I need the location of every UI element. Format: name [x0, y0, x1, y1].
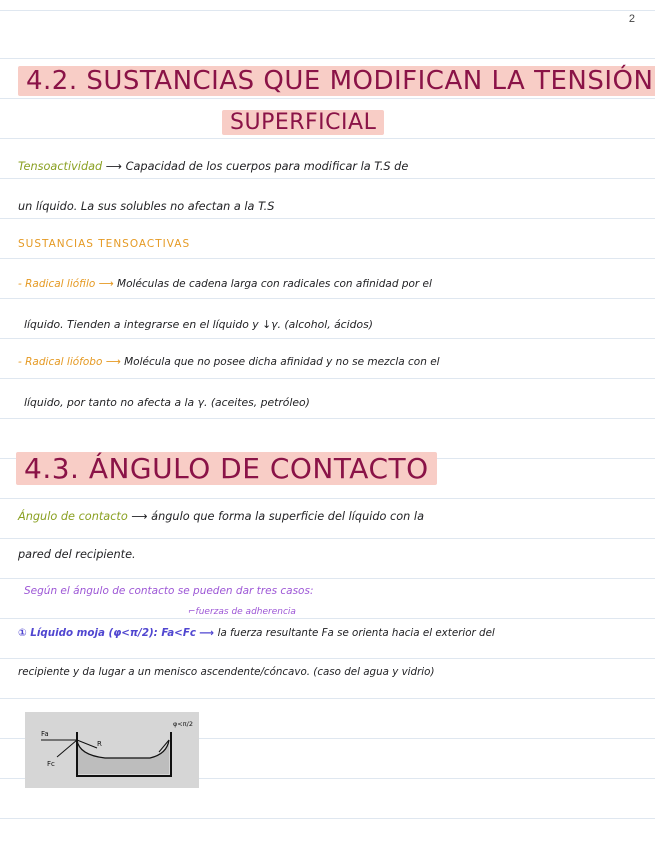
arrow-right-icon: ⟶ — [105, 160, 126, 173]
case1-definition-1: la fuerza resultante Fa se orienta hacia el exterior del — [217, 627, 495, 639]
tensoactividad-term: Tensoactividad — [18, 160, 103, 173]
lyophilic-definition-1: Moléculas de cadena larga con radicales con afinidad por el — [117, 278, 432, 290]
lyophobic-definition-1: Molécula que no posee dicha afinidad y no se mezcla con el — [124, 356, 440, 368]
section-title-4-2-line2: SUPERFICIAL — [222, 110, 384, 135]
case1-definition-2: recipiente y da lugar a un menisco ascendente/cóncavo. (caso del agua y vidrio) — [18, 666, 435, 678]
arrow-right-icon: ⟶ — [98, 278, 118, 290]
tensoactividad-definition-2: un líquido. La sus solubles no afectan a la T.S — [18, 200, 275, 213]
r-label: R — [97, 740, 102, 748]
arrow-right-icon: ⟶ — [131, 510, 152, 523]
angle-line1 — [18, 510, 424, 523]
tensoactive-subheading: SUSTANCIAS TENSOACTIVAS — [18, 238, 191, 250]
page-number: 2 — [628, 13, 635, 25]
lyophilic-definition-2: líquido. Tienden a integrarse en el líquido y ↓γ. (alcohol, ácidos) — [24, 318, 373, 331]
section-title-4-3-text: 4.3. ÁNGULO DE CONTACTO — [16, 452, 437, 485]
angle-term: Ángulo de contacto — [18, 510, 128, 523]
angle-definition-2: pared del recipiente. — [18, 548, 136, 561]
section-title-4-2-line1: 4.2. SUSTANCIAS QUE MODIFICAN LA TENSIÓN — [18, 66, 655, 96]
lyophobic-definition-2: líquido, por tanto no afecta a la γ. (aceites, petróleo) — [24, 396, 310, 409]
fa-label: Fa — [41, 730, 49, 738]
lyophobic-term: Radical liófobo — [25, 356, 103, 368]
section-title-4-3 — [16, 452, 437, 485]
meniscus-figure — [25, 712, 199, 788]
meniscus-diagram — [25, 712, 199, 788]
tensoactividad-definition-1: Capacidad de los cuerpos para modificar la T.S de — [125, 160, 409, 173]
arrow-right-icon: ⟶ — [199, 627, 218, 639]
case1-label: ① Líquido moja (φ<π/2): Fa<Fc — [18, 627, 196, 639]
case1-line1 — [18, 627, 495, 639]
angle-label: φ<π/2 — [173, 720, 193, 728]
dash-bullet: - — [18, 356, 26, 368]
section-title-4-2-line2-wrap — [222, 110, 384, 135]
angle-definition-1: ángulo que forma la superficie del líquido con la — [151, 510, 424, 523]
dash-bullet: - — [18, 278, 26, 290]
lyophilic-term: Radical liófilo — [25, 278, 96, 290]
fc-label: Fc — [47, 760, 55, 768]
cases-intro: Según el ángulo de contacto se pueden dar tres casos: — [24, 585, 314, 597]
adhesion-annotation-text: fuerzas de adherencia — [195, 607, 296, 617]
arrow-right-icon: ⟶ — [105, 356, 125, 368]
lyophobic-line1 — [18, 356, 440, 368]
annotation-arrow-icon: ⌐ — [188, 607, 196, 617]
lyophilic-line1 — [18, 278, 432, 290]
tensoactividad-line1 — [18, 160, 408, 173]
section-title-4-2 — [18, 66, 655, 96]
adhesion-annotation — [188, 607, 296, 617]
